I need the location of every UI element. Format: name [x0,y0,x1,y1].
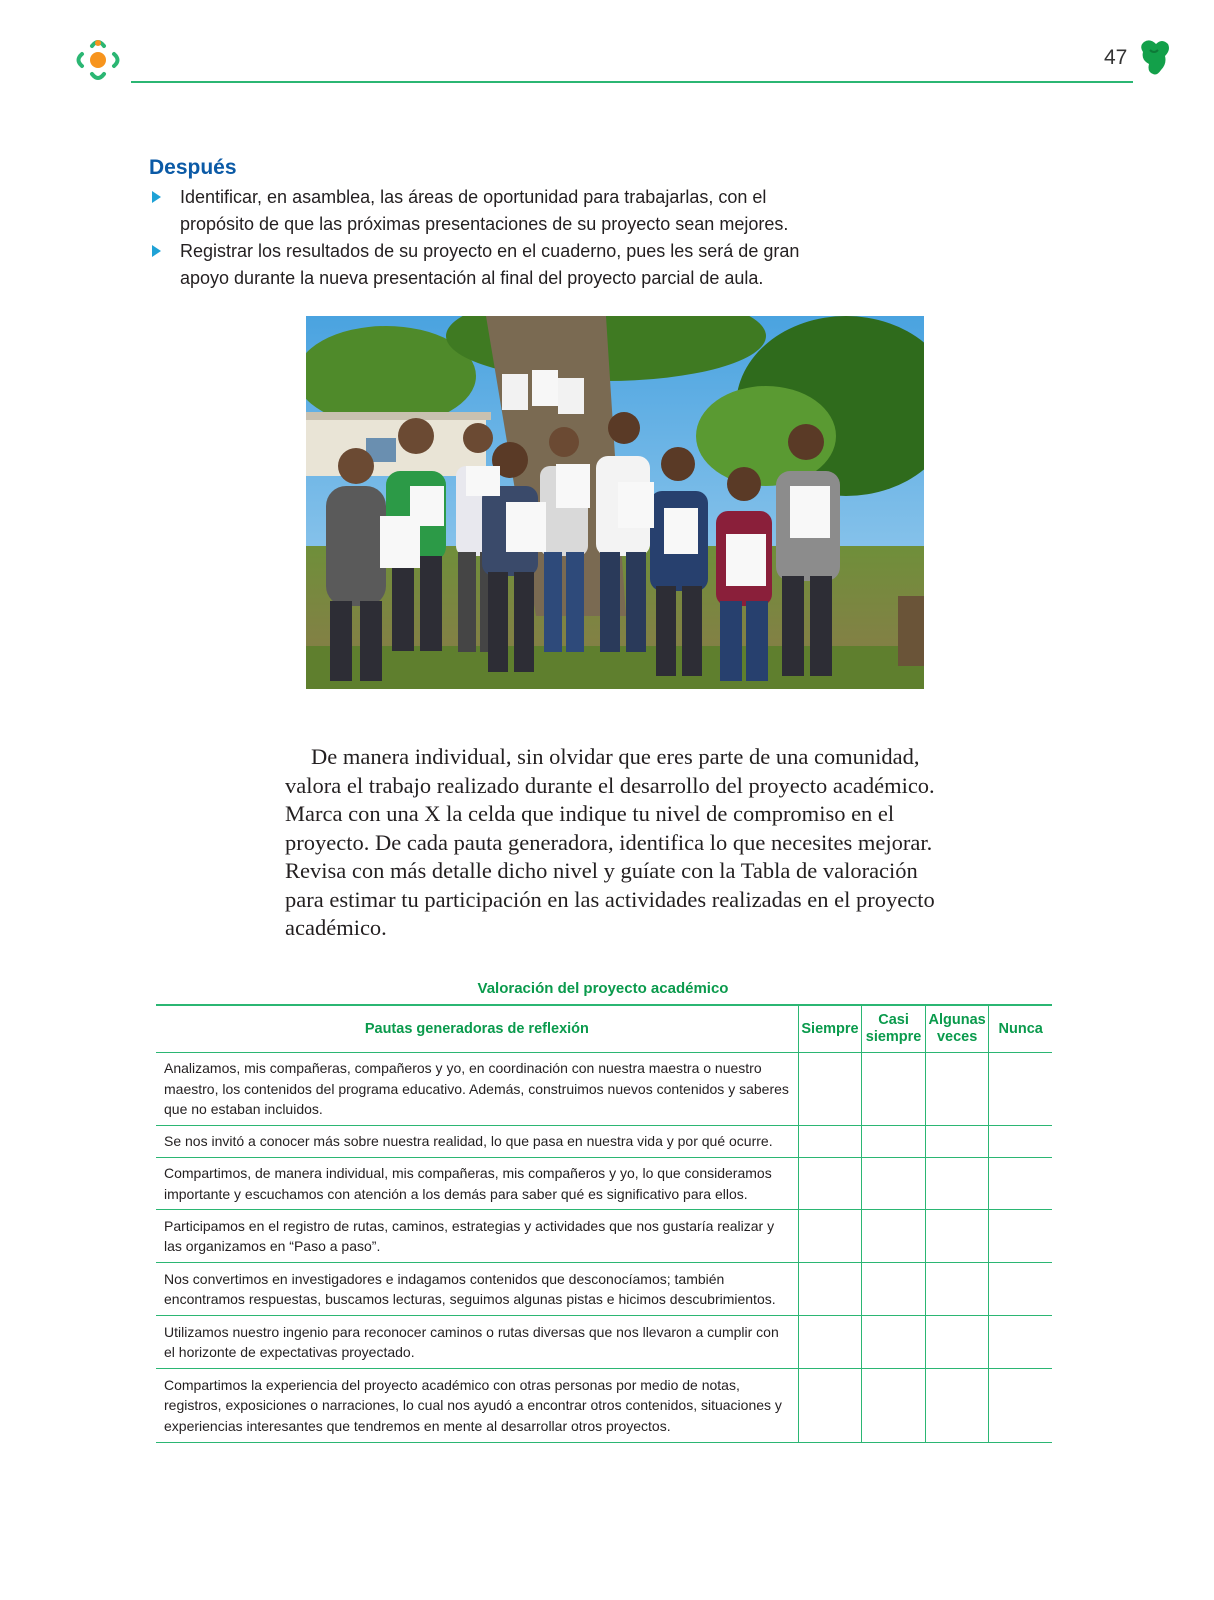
pauta-text: Compartimos, de manera individual, mis compañeras, mis compañeros y yo, lo que consideramos importante y escuchamos con atención a los demás para saber qué es significativo para ellos. [156,1158,798,1210]
cell-siempre[interactable] [798,1126,862,1158]
page-number: 47 [1104,46,1128,69]
cell-casi-siempre[interactable] [862,1316,926,1369]
cell-algunas-veces[interactable] [925,1053,989,1126]
pauta-text: Analizamos, mis compañeras, compañeros y yo, en coordinación con nuestra maestra o nuestro maestro, los contenidos del programa educativo. Además, construimos nuevos contenidos y saberes que no estaban incluidos. [156,1053,798,1126]
cell-casi-siempre[interactable] [862,1158,926,1210]
green-figure-icon [1138,38,1172,76]
list-item [150,238,810,292]
cell-siempre[interactable] [798,1369,862,1443]
cell-nunca[interactable] [989,1158,1052,1210]
evaluation-table [156,1004,1052,1443]
header-nunca: Nunca [989,1005,1052,1053]
cell-algunas-veces[interactable] [925,1210,989,1263]
bullet-text: Identificar, en asamblea, las áreas de oportunidad para trabajarlas, con el propósito de que las próximas presentaciones de su proyecto sean mejores. [180,187,789,234]
table-title: Valoración del proyecto académico [477,980,729,997]
cell-siempre[interactable] [798,1158,862,1210]
cell-algunas-veces[interactable] [925,1316,989,1369]
header-pautas: Pautas generadoras de reflexión [156,1005,798,1053]
instructions-text: De manera individual, sin olvidar que eres parte de una comunidad, valora el trabajo realizado durante el desarrollo del proyecto académico. Marca con una X la celda que indique tu nivel de compromiso en el proyecto. De cada pauta generadora, identifica lo que necesites mejorar. Revisa con más detalle dicho nivel y guíate con la Tabla de valoración para estimar tu participación en las actividades realizadas en el proyecto académico. [285,744,935,940]
bullet-arrow-icon [152,245,161,257]
table-row [156,1053,1052,1126]
cell-nunca[interactable] [989,1316,1052,1369]
section-title: Después [149,156,237,179]
cell-siempre[interactable] [798,1053,862,1126]
cell-casi-siempre[interactable] [862,1369,926,1443]
table-header-row [156,1005,1052,1053]
bullet-arrow-icon [152,191,161,203]
cell-casi-siempre[interactable] [862,1053,926,1126]
table-row [156,1316,1052,1369]
header-rule [131,81,1133,83]
cell-nunca[interactable] [989,1053,1052,1126]
pauta-text: Se nos invitó a conocer más sobre nuestra realidad, lo que pasa en nuestra vida y por qué ocurre. [156,1126,798,1158]
cell-algunas-veces[interactable] [925,1126,989,1158]
cell-algunas-veces[interactable] [925,1158,989,1210]
list-item [150,184,810,238]
header-algunas-veces: Algunas veces [925,1005,989,1053]
cell-nunca[interactable] [989,1263,1052,1316]
cell-casi-siempre[interactable] [862,1263,926,1316]
instructions-paragraph [285,743,935,943]
header-casi-siempre: Casi siempre [862,1005,926,1053]
pauta-text: Compartimos la experiencia del proyecto académico con otras personas por medio de notas, registros, exposiciones o narraciones, lo cual nos ayudó a encontrar otros contenidos, situaciones y experiencias interesantes que tendremos en mente al desarrollar otros proyectos. [156,1369,798,1443]
table-row [156,1158,1052,1210]
cell-nunca[interactable] [989,1210,1052,1263]
cell-siempre[interactable] [798,1263,862,1316]
cell-nunca[interactable] [989,1369,1052,1443]
cell-siempre[interactable] [798,1210,862,1263]
table-row [156,1210,1052,1263]
table-row [156,1126,1052,1158]
pauta-text: Participamos en el registro de rutas, caminos, estrategias y actividades que nos gustaría realizar y las organizamos en “Paso a paso”. [156,1210,798,1263]
students-photo [306,316,924,689]
bullet-text: Registrar los resultados de su proyecto en el cuaderno, pues les será de gran apoyo durante la nueva presentación al final del proyecto parcial de aula. [180,241,800,288]
cell-nunca[interactable] [989,1126,1052,1158]
bullet-list [150,184,810,292]
pauta-text: Nos convertimos en investigadores e indagamos contenidos que desconocíamos; también encontramos respuestas, buscamos lecturas, seguimos algunas pistas e hicimos descubrimientos. [156,1263,798,1316]
header-siempre: Siempre [798,1005,862,1053]
pauta-text: Utilizamos nuestro ingenio para reconocer caminos o rutas diversas que nos llevaron a cumplir con el horizonte de expectativas proyectado. [156,1316,798,1369]
cell-casi-siempre[interactable] [862,1126,926,1158]
table-row [156,1369,1052,1443]
cell-casi-siempre[interactable] [862,1210,926,1263]
cell-siempre[interactable] [798,1316,862,1369]
cell-algunas-veces[interactable] [925,1369,989,1443]
flower-logo-icon [70,32,126,88]
table-row [156,1263,1052,1316]
cell-algunas-veces[interactable] [925,1263,989,1316]
